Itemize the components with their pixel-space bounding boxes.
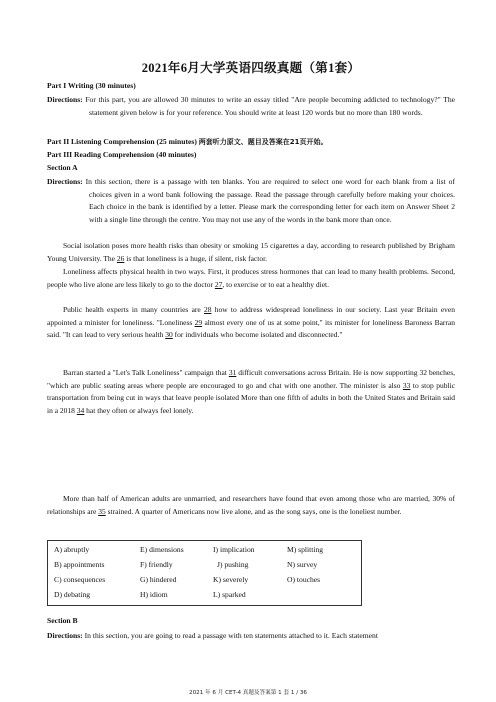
passage-text: Social isolation poses more health risks than obesity or smoking 15 cigarettes a day, according to research published by Brigham Young University. The bbox=[47, 241, 455, 263]
blank-29: 29 bbox=[194, 317, 203, 327]
blank-35: 35 bbox=[98, 506, 106, 516]
word-bank-item: K) severely bbox=[213, 575, 249, 584]
word-bank-item: C) consequences bbox=[54, 575, 106, 584]
passage-text: for individuals who become isolated and disconnected." bbox=[172, 330, 343, 340]
passage-text: More than half of American adults are unmarried, and researchers have found that even among those who are married, 30% of relationships are bbox=[47, 494, 455, 516]
blank-27: 27 bbox=[214, 279, 223, 289]
passage-text: hat they often or always feel lonely. bbox=[84, 405, 194, 415]
part2-line bbox=[47, 137, 328, 147]
blank-26: 26 bbox=[116, 253, 125, 263]
word-bank-item: E) dimensions bbox=[140, 545, 184, 554]
part1-directions-text: For this part, you are allowed 30 minutes to write an essay titled "Are people becoming addicted to technology?" The statement given below is for your reference. You should write at least 120 words but no more than 180 words. bbox=[85, 95, 455, 117]
word-bank-item: D) debating bbox=[54, 590, 91, 599]
passage-paragraph-4 bbox=[47, 367, 455, 417]
part3-directions bbox=[47, 176, 455, 226]
part1-directions bbox=[47, 94, 455, 119]
passage-text: almost every one of us at some point," its minister for loneliness Baroness Barran said. "It can lead to very serious health bbox=[47, 317, 456, 340]
part2-heading: Part II Listening Comprehension (25 minutes) bbox=[47, 137, 197, 146]
word-bank-item: O) touches bbox=[287, 575, 321, 584]
section-b-directions bbox=[47, 631, 378, 641]
blank-30: 30 bbox=[165, 330, 173, 340]
passage-text: , to exercise or to eat a healthy diet. bbox=[222, 279, 329, 289]
blank-28: 28 bbox=[203, 305, 212, 314]
passage-paragraph-5 bbox=[47, 493, 455, 518]
passage-text: Loneliness affects physical health in two ways. First, it produces stress hormones that can lead to many health problems. Second, people who live alone are less likely to go to the doctor bbox=[47, 267, 455, 289]
section-b-heading: Section B bbox=[47, 616, 78, 625]
section-a-heading: Section A bbox=[47, 163, 78, 172]
word-bank-item: B) appointments bbox=[54, 560, 105, 569]
word-bank-item: L) sparked bbox=[213, 590, 246, 599]
directions-label: Directions: bbox=[47, 95, 83, 104]
word-bank-item: F) friendly bbox=[140, 560, 173, 569]
word-bank-item: A) abruptly bbox=[54, 545, 90, 554]
directions-label: Directions: bbox=[47, 631, 83, 640]
passage-text: Public health experts in many countries are bbox=[63, 305, 204, 314]
blank-31: 31 bbox=[228, 368, 237, 377]
word-bank-item: J) pushing bbox=[217, 560, 249, 569]
passage-text: is that loneliness is a huge, if silent, risk factor. bbox=[124, 253, 268, 263]
section-b-directions-text: In this section, you are going to read a passage with ten statements attached to it. Each statement bbox=[84, 631, 378, 640]
word-bank-item: G) hindered bbox=[140, 575, 177, 584]
part1-heading: Part I Writing (30 minutes) bbox=[47, 81, 136, 90]
page-title: 2021年6月大学英语四级真题（第1套） bbox=[141, 61, 361, 75]
passage-paragraph-2 bbox=[47, 266, 455, 291]
passage-text: to stop public transportation from being cut in ways that leave people isolated More than one fifth of adults in both the United States and Britain said in a 2018 bbox=[47, 380, 455, 415]
word-bank-item: I) implication bbox=[213, 545, 255, 554]
word-bank-item: M) splitting bbox=[287, 545, 324, 554]
directions-label: Directions: bbox=[47, 177, 83, 186]
passage-paragraph-1 bbox=[47, 240, 455, 265]
blank-34: 34 bbox=[76, 405, 85, 415]
passage-text: Barran started a "Let's Talk Loneliness" campaign that bbox=[63, 368, 229, 377]
passage-text: difficult conversations across Britain. He is now supporting 32 benches, "which are public seating areas where people are encouraged to go and chat with one another. The minister is also bbox=[47, 368, 455, 390]
page-footer: 2021 年 6 月 CET-4 真题及答案第 1 套 1 / 36 bbox=[189, 690, 307, 696]
blank-33: 33 bbox=[402, 380, 411, 390]
word-bank-item: H) idiom bbox=[140, 590, 168, 599]
part3-heading: Part III Reading Comprehension (40 minutes) bbox=[47, 150, 197, 159]
part3-directions-text: In this section, there is a passage with ten blanks. You are required to select one word for each blank from a list of choices given in a word bank following the passage. Read the passage through carefully before making your choices. Each choice in the bank is identified by a letter. Please mark the corresponding letter for each item on Answer Sheet 2 with a single line through the centre. You may not use any of the words in the bank more than once. bbox=[85, 177, 455, 224]
word-bank-item: N) survey bbox=[287, 560, 318, 569]
part2-note: 两套听力原文、题目及答案在21页开始。 bbox=[198, 138, 328, 146]
passage-paragraph-3 bbox=[47, 304, 455, 342]
word-bank-table bbox=[47, 540, 362, 606]
passage-text: strained. A quarter of Americans now live alone, and as the song says, one is the loneliest number. bbox=[105, 506, 402, 516]
passage-text: how to address widespread loneliness in our society. Last year Britain even appointed a minister for loneliness. "Loneliness bbox=[47, 305, 455, 327]
